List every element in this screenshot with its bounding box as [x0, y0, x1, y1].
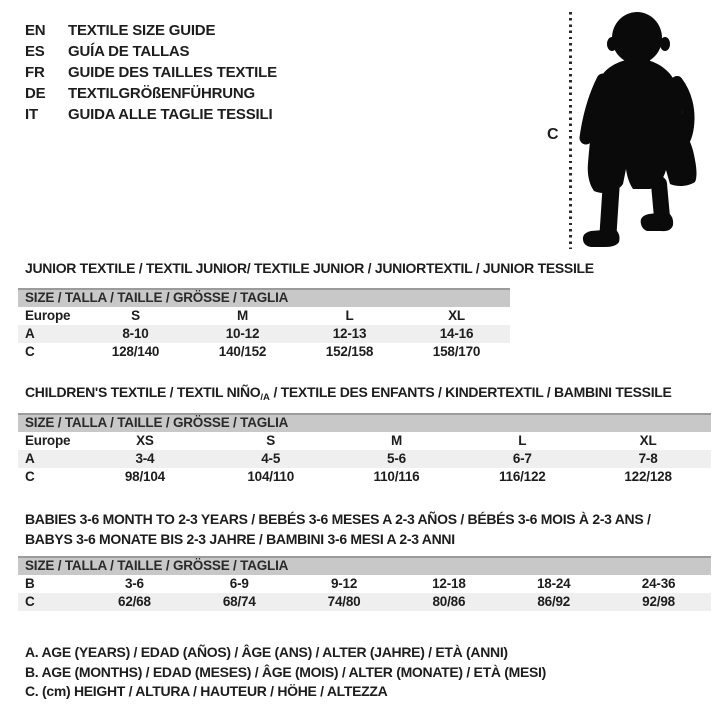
- language-title-list: [25, 20, 277, 125]
- size-cell: XS: [136, 433, 154, 448]
- value-cell: 80/86: [432, 594, 466, 609]
- row-label: Europe: [25, 308, 71, 323]
- table-row-age-months: [18, 575, 711, 593]
- size-cell: XL: [639, 433, 657, 448]
- size-cell: L: [518, 433, 527, 448]
- language-title: GUIDA ALLE TAGLIE TESSILI: [68, 106, 273, 123]
- row-label: Europe: [25, 433, 71, 448]
- language-row: [25, 104, 277, 125]
- value-cell: 3-6: [124, 576, 144, 591]
- value-cell: 6-9: [229, 576, 249, 591]
- language-row: [25, 41, 277, 62]
- babies-title-line1: BABIES 3-6 MONTH TO 2-3 YEARS / BEBÉS 3-6 MESES A 2-3 AÑOS / BÉBÉS 3-6 MOIS À 2-3 ANS /: [25, 511, 651, 527]
- note-c-height-cm: C. (cm) HEIGHT / ALTURA / HAUTEUR / HÖHE / ALTEZZA: [25, 683, 388, 700]
- language-code: DE: [25, 85, 46, 102]
- value-cell: 74/80: [327, 594, 361, 609]
- children-section-title: [25, 384, 672, 403]
- value-cell: 4-5: [261, 451, 281, 466]
- value-cell: 116/122: [498, 469, 546, 484]
- junior-section-title: JUNIOR TEXTILE / TEXTIL JUNIOR/ TEXTILE JUNIOR / JUNIORTEXTIL / JUNIOR TESSILE: [25, 260, 594, 276]
- language-code: FR: [25, 64, 45, 81]
- value-cell: 5-6: [387, 451, 406, 466]
- size-cell: S: [131, 308, 140, 323]
- language-title: TEXTILGRÖßENFÜHRUNG: [68, 85, 256, 102]
- value-cell: 12-18: [432, 576, 466, 591]
- size-cell: S: [266, 433, 276, 448]
- junior-size-table: [18, 288, 510, 361]
- toddler-silhouette-icon: [573, 8, 713, 251]
- table-row-height-cm: [18, 343, 510, 361]
- value-cell: 152/158: [325, 344, 374, 359]
- value-cell: 122/128: [624, 469, 672, 484]
- value-cell: 3-4: [135, 451, 155, 466]
- table-row-age-years: [18, 450, 711, 468]
- table-row-europe: [18, 432, 711, 450]
- size-cell: L: [345, 308, 354, 323]
- children-size-table: [18, 413, 711, 486]
- value-cell: 6-7: [512, 451, 532, 466]
- value-cell: 98/104: [124, 469, 165, 484]
- size-header-bar: SIZE / TALLA / TAILLE / GRÖSSE / TAGLIA: [18, 288, 510, 307]
- size-header-bar: SIZE / TALLA / TAILLE / GRÖSSE / TAGLIA: [18, 413, 711, 432]
- babies-title-line2: BABYS 3-6 MONATE BIS 2-3 JAHRE / BAMBINI 3-6 MESI A 2-3 ANNI: [25, 531, 455, 547]
- row-label: A: [25, 326, 35, 341]
- language-code: ES: [25, 43, 45, 60]
- row-label: C: [25, 344, 35, 359]
- size-cell: M: [390, 433, 403, 448]
- table-row-height-cm: [18, 593, 711, 611]
- value-cell: 9-12: [330, 576, 358, 591]
- row-label: C: [25, 594, 35, 609]
- row-label: B: [25, 576, 35, 591]
- babies-size-table: [18, 556, 711, 611]
- value-cell: 128/140: [111, 344, 160, 359]
- legend-notes: [25, 643, 546, 702]
- size-header-bar: SIZE / TALLA / TAILLE / GRÖSSE / TAGLIA: [18, 556, 711, 575]
- children-title-pre: CHILDREN'S TEXTILE / TEXTIL NIÑO: [25, 384, 261, 400]
- table-row-europe: [18, 307, 510, 325]
- value-cell: 110/116: [373, 469, 420, 484]
- language-code: IT: [25, 106, 38, 123]
- value-cell: 10-12: [225, 326, 260, 341]
- note-b-age-months: B. AGE (MONTHS) / EDAD (MESES) / ÂGE (MOIS) / ALTER (MONATE) / ETÀ (MESI): [25, 663, 546, 680]
- value-cell: 158/170: [432, 344, 481, 359]
- value-cell: 92/98: [642, 594, 675, 609]
- value-cell: 62/68: [118, 594, 151, 609]
- language-title: TEXTILE SIZE GUIDE: [68, 22, 216, 39]
- children-title-post: / TEXTILE DES ENFANTS / KINDERTEXTIL / BAMBINI TESSILE: [269, 384, 672, 400]
- table-row-age-years: [18, 325, 510, 343]
- table-row-height-cm: [18, 468, 711, 486]
- value-cell: 24-36: [641, 576, 676, 591]
- value-cell: 18-24: [536, 576, 571, 591]
- row-label: A: [25, 451, 35, 466]
- children-title-subscript: /A: [260, 392, 270, 403]
- size-cell: M: [236, 308, 249, 323]
- language-row: [25, 20, 277, 41]
- value-cell: 104/110: [247, 469, 295, 484]
- language-row: [25, 83, 277, 104]
- value-cell: 12-13: [332, 326, 367, 341]
- value-cell: 68/74: [222, 594, 256, 609]
- value-cell: 8-10: [122, 326, 149, 341]
- language-row: [25, 62, 277, 83]
- height-label-c: C: [547, 126, 559, 143]
- value-cell: 86/92: [537, 594, 571, 609]
- size-cell: XL: [448, 308, 465, 323]
- babies-section-title: [25, 509, 651, 549]
- note-a-age-years: A. AGE (YEARS) / EDAD (AÑOS) / ÂGE (ANS) / ALTER (JAHRE) / ETÀ (ANNI): [25, 644, 508, 660]
- value-cell: 14-16: [439, 326, 474, 341]
- value-cell: 140/152: [218, 344, 267, 359]
- language-code: EN: [25, 22, 46, 39]
- language-title: GUIDE DES TAILLES TEXTILE: [68, 64, 277, 81]
- row-label: C: [25, 469, 35, 484]
- height-dotted-line: [569, 12, 572, 249]
- language-title: GUÍA DE TALLAS: [68, 43, 190, 60]
- value-cell: 7-8: [638, 451, 658, 466]
